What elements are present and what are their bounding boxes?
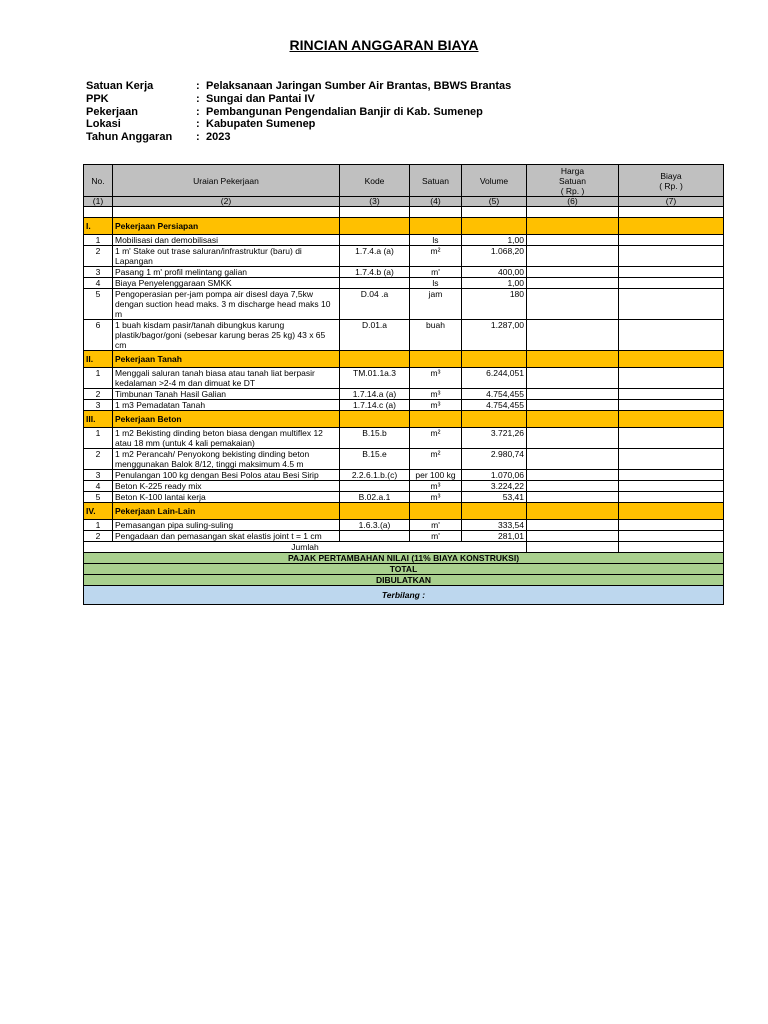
info-value: Kabupaten Sumenep <box>206 118 316 131</box>
item-kode: D.01.a <box>340 320 410 351</box>
info-value: Pembangunan Pengendalian Banjir di Kab. Sumenep <box>206 105 483 118</box>
header-harga-line: Harga <box>560 165 585 176</box>
item-kode <box>340 481 410 492</box>
item-volume: 4.754,455 <box>462 400 527 411</box>
section-empty-cell <box>340 503 410 520</box>
item-volume: 3.721,26 <box>462 428 527 449</box>
section-empty-cell <box>340 218 410 235</box>
item-kode: TM.01.1a.3 <box>340 368 410 389</box>
item-biaya <box>619 400 724 411</box>
item-harga-satuan <box>527 481 619 492</box>
item-kode: 1.7.14.c (a) <box>340 400 410 411</box>
item-number: 3 <box>84 470 113 481</box>
item-number: 1 <box>84 235 113 246</box>
item-uraian: Mobilisasi dan demobilisasi <box>113 235 340 246</box>
section-header-row <box>84 411 724 428</box>
item-kode: 2.2.6.1.b.(c) <box>340 470 410 481</box>
info-value: Pelaksanaan Jaringan Sumber Air Brantas, BBWS Brantas <box>206 80 512 92</box>
item-uraian: 1 m2 Perancah/ Penyokong bekisting dinding beton menggunakan Balok 8/12, tinggi maksimum 4.5 m <box>113 449 340 470</box>
table-row <box>84 520 724 531</box>
item-satuan: ls <box>410 235 462 246</box>
col-number: (6) <box>527 197 619 207</box>
info-label: Satuan Kerja <box>86 80 154 92</box>
info-separator: : <box>196 131 200 144</box>
dibulatkan-row <box>84 575 724 586</box>
item-kode: B.15.b <box>340 428 410 449</box>
section-empty-cell <box>410 411 462 428</box>
item-kode: D.04 .a <box>340 289 410 320</box>
item-volume: 400,00 <box>462 267 527 278</box>
table-row <box>84 368 724 389</box>
section-header-row <box>84 218 724 235</box>
table-row <box>84 531 724 542</box>
section-title: Pekerjaan Persiapan <box>113 218 340 235</box>
item-volume: 4.754,455 <box>462 389 527 400</box>
section-empty-cell <box>462 218 527 235</box>
table-row <box>84 400 724 411</box>
item-satuan: buah <box>410 320 462 351</box>
header-biaya <box>619 165 724 197</box>
col-number: (4) <box>410 197 462 207</box>
section-empty-cell <box>462 411 527 428</box>
section-header-row <box>84 503 724 520</box>
item-biaya <box>619 531 724 542</box>
item-uraian: Pengadaan dan pemasangan skat elastis joint t = 1 cm <box>113 531 340 542</box>
item-biaya <box>619 389 724 400</box>
total-row <box>84 564 724 575</box>
info-label: Lokasi <box>86 118 121 131</box>
section-empty-cell <box>410 351 462 368</box>
item-satuan: m' <box>410 520 462 531</box>
item-number: 5 <box>84 289 113 320</box>
header-biaya-line: Biaya <box>660 170 682 181</box>
table-row <box>84 389 724 400</box>
item-number: 2 <box>84 531 113 542</box>
table-row <box>84 481 724 492</box>
info-separator: : <box>196 92 200 105</box>
section-empty-cell <box>527 351 619 368</box>
item-uraian: Pemasangan pipa suling-suling <box>113 520 340 531</box>
item-uraian: Penulangan 100 kg dengan Besi Polos atau Besi Sirip <box>113 470 340 481</box>
item-satuan: m³ <box>410 400 462 411</box>
item-uraian: Biaya Penyelenggaraan SMKK <box>113 278 340 289</box>
item-harga-satuan <box>527 246 619 267</box>
item-number: 6 <box>84 320 113 351</box>
header-harga-satuan <box>527 165 619 197</box>
section-empty-cell <box>527 411 619 428</box>
item-number: 4 <box>84 278 113 289</box>
item-number: 1 <box>84 368 113 389</box>
table-header-row <box>84 165 724 197</box>
section-number: III. <box>84 411 113 428</box>
budget-table <box>83 164 724 605</box>
section-empty-cell <box>340 411 410 428</box>
item-biaya <box>619 520 724 531</box>
ppn-label: PAJAK PERTAMBAHAN NILAI (11% BIAYA KONSTRUKSI) <box>84 553 724 564</box>
section-empty-cell <box>619 503 724 520</box>
info-separator: : <box>196 80 200 92</box>
col-number: (5) <box>462 197 527 207</box>
item-kode <box>340 235 410 246</box>
item-harga-satuan <box>527 531 619 542</box>
item-uraian: Menggali saluran tanah biasa atau tanah liat berpasir kedalaman >2-4 m dan dimuat ke DT <box>113 368 340 389</box>
item-uraian: Beton K-100 lantai kerja <box>113 492 340 503</box>
item-harga-satuan <box>527 289 619 320</box>
item-satuan: m² <box>410 449 462 470</box>
col-number: (1) <box>84 197 113 207</box>
item-biaya <box>619 246 724 267</box>
section-number: IV. <box>84 503 113 520</box>
item-satuan: m³ <box>410 481 462 492</box>
section-empty-cell <box>462 503 527 520</box>
item-volume: 1,00 <box>462 278 527 289</box>
section-header-row <box>84 351 724 368</box>
item-volume: 1.068,20 <box>462 246 527 267</box>
header-volume: Volume <box>462 165 527 197</box>
item-satuan: ls <box>410 278 462 289</box>
section-empty-cell <box>619 411 724 428</box>
header-kode: Kode <box>340 165 410 197</box>
col-number: (7) <box>619 197 724 207</box>
item-number: 2 <box>84 449 113 470</box>
item-satuan: m' <box>410 531 462 542</box>
section-title: Pekerjaan Lain-Lain <box>113 503 340 520</box>
item-number: 1 <box>84 428 113 449</box>
item-kode: B.02.a.1 <box>340 492 410 503</box>
col-number: (2) <box>113 197 340 207</box>
table-row <box>84 289 724 320</box>
item-kode <box>340 531 410 542</box>
spacer-row <box>84 207 724 218</box>
item-uraian: 1 m2 Bekisting dinding beton biasa dengan multiflex 12 atau 18 mm (untuk 4 kali pemakaian) <box>113 428 340 449</box>
table-row <box>84 320 724 351</box>
item-volume: 1.287,00 <box>462 320 527 351</box>
item-number: 3 <box>84 267 113 278</box>
item-harga-satuan <box>527 320 619 351</box>
item-satuan: m³ <box>410 492 462 503</box>
info-row-tahun-anggaran <box>86 131 511 144</box>
item-number: 2 <box>84 246 113 267</box>
item-biaya <box>619 267 724 278</box>
info-value: 2023 <box>206 131 231 144</box>
item-volume: 1,00 <box>462 235 527 246</box>
ppn-row <box>84 553 724 564</box>
section-number: I. <box>84 218 113 235</box>
item-satuan: m³ <box>410 368 462 389</box>
info-label: PPK <box>86 92 109 105</box>
header-biaya-line: ( Rp. ) <box>659 180 683 191</box>
section-empty-cell <box>527 503 619 520</box>
table-row <box>84 235 724 246</box>
info-separator: : <box>196 118 200 131</box>
item-biaya <box>619 235 724 246</box>
item-uraian: 1 m' Stake out trase saluran/infrastruktur (baru) di Lapangan <box>113 246 340 267</box>
header-uraian: Uraian Pekerjaan <box>113 165 340 197</box>
item-harga-satuan <box>527 428 619 449</box>
table-row <box>84 492 724 503</box>
section-empty-cell <box>410 218 462 235</box>
table-row <box>84 278 724 289</box>
section-title: Pekerjaan Beton <box>113 411 340 428</box>
item-kode: 1.7.4.a (a) <box>340 246 410 267</box>
terbilang-label: Terbilang : <box>84 586 724 605</box>
info-label: Tahun Anggaran <box>86 131 173 144</box>
section-title: Pekerjaan Tanah <box>113 351 340 368</box>
item-volume: 180 <box>462 289 527 320</box>
item-number: 4 <box>84 481 113 492</box>
item-harga-satuan <box>527 267 619 278</box>
item-satuan: jam <box>410 289 462 320</box>
total-label: TOTAL <box>84 564 724 575</box>
item-uraian: Beton K-225 ready mix <box>113 481 340 492</box>
item-harga-satuan <box>527 235 619 246</box>
item-satuan: per 100 kg <box>410 470 462 481</box>
info-row-lokasi <box>86 118 511 131</box>
item-uraian: Pengoperasian per-jam pompa air disesl daya 7,5kw dengan suction head maks. 3 m discharge head maks 10 m <box>113 289 340 320</box>
item-biaya <box>619 368 724 389</box>
col-number: (3) <box>340 197 410 207</box>
project-info <box>86 80 511 144</box>
section-empty-cell <box>462 351 527 368</box>
info-row-ppk <box>86 93 511 106</box>
info-row-satuan-kerja <box>86 80 511 93</box>
item-harga-satuan <box>527 368 619 389</box>
item-satuan: m² <box>410 428 462 449</box>
item-harga-satuan <box>527 520 619 531</box>
info-value: Sungai dan Pantai IV <box>206 92 315 105</box>
item-harga-satuan <box>527 449 619 470</box>
jumlah-label: Jumlah <box>84 542 527 553</box>
item-kode: 1.6.3.(a) <box>340 520 410 531</box>
item-volume: 333,54 <box>462 520 527 531</box>
item-harga-satuan <box>527 389 619 400</box>
header-satuan: Satuan <box>410 165 462 197</box>
item-volume: 6.244,051 <box>462 368 527 389</box>
item-harga-satuan <box>527 278 619 289</box>
item-biaya <box>619 481 724 492</box>
table-row <box>84 470 724 481</box>
item-volume: 281,01 <box>462 531 527 542</box>
item-satuan: m³ <box>410 389 462 400</box>
info-separator: : <box>196 105 200 118</box>
item-biaya <box>619 470 724 481</box>
item-biaya <box>619 428 724 449</box>
item-volume: 2.980,74 <box>462 449 527 470</box>
item-uraian: 1 buah kisdam pasir/tanah dibungkus karung plastik/bagor/goni (sebesar karung beras 25 kg) 43 x 65 cm <box>113 320 340 351</box>
item-biaya <box>619 492 724 503</box>
table-row <box>84 449 724 470</box>
section-empty-cell <box>527 218 619 235</box>
item-uraian: Timbunan Tanah Hasil Galian <box>113 389 340 400</box>
item-satuan: m' <box>410 267 462 278</box>
item-volume: 1.070,06 <box>462 470 527 481</box>
item-kode <box>340 278 410 289</box>
item-biaya <box>619 278 724 289</box>
section-empty-cell <box>340 351 410 368</box>
item-kode: 1.7.4.b (a) <box>340 267 410 278</box>
table-row <box>84 428 724 449</box>
item-satuan: m² <box>410 246 462 267</box>
item-harga-satuan <box>527 400 619 411</box>
dibulatkan-label: DIBULATKAN <box>84 575 724 586</box>
header-no: No. <box>84 165 113 197</box>
column-number-row <box>84 197 724 207</box>
section-empty-cell <box>619 351 724 368</box>
item-harga-satuan <box>527 492 619 503</box>
item-kode: 1.7.14.a (a) <box>340 389 410 400</box>
item-harga-satuan <box>527 470 619 481</box>
section-empty-cell <box>619 218 724 235</box>
terbilang-row <box>84 586 724 605</box>
document-title: RINCIAN ANGGARAN BIAYA <box>289 37 479 53</box>
info-row-pekerjaan <box>86 106 511 119</box>
table-row <box>84 246 724 267</box>
item-volume: 3.224,22 <box>462 481 527 492</box>
item-number: 1 <box>84 520 113 531</box>
header-harga-line: Satuan <box>559 175 586 186</box>
header-harga-line: ( Rp. ) <box>560 185 585 196</box>
info-label: Pekerjaan <box>86 105 138 118</box>
item-uraian: Pasang 1 m' profil melintang galian <box>113 267 340 278</box>
item-biaya <box>619 449 724 470</box>
item-volume: 53,41 <box>462 492 527 503</box>
section-empty-cell <box>410 503 462 520</box>
item-number: 2 <box>84 389 113 400</box>
item-biaya <box>619 320 724 351</box>
item-number: 3 <box>84 400 113 411</box>
item-kode: B.15.e <box>340 449 410 470</box>
jumlah-row <box>84 542 724 553</box>
table-row <box>84 267 724 278</box>
item-biaya <box>619 289 724 320</box>
item-uraian: 1 m3 Pemadatan Tanah <box>113 400 340 411</box>
item-number: 5 <box>84 492 113 503</box>
section-number: II. <box>84 351 113 368</box>
